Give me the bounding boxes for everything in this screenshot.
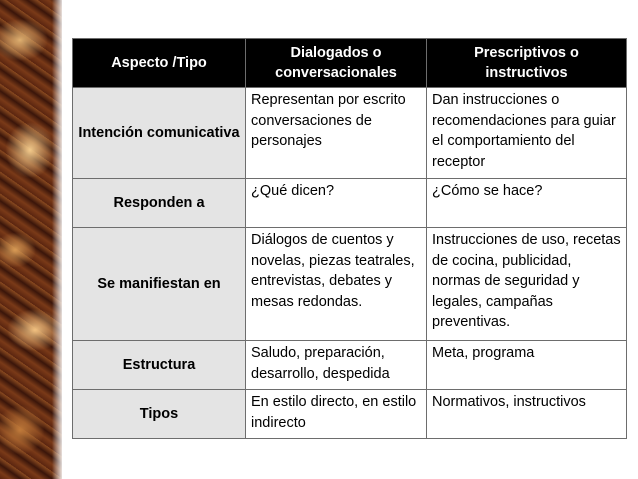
table-row	[73, 179, 627, 228]
header-aspect: Aspecto /Tipo	[73, 39, 246, 88]
prescriptivos-cell: Normativos, instructivos	[427, 390, 627, 439]
header-dialogados: Dialogados o conversacionales	[246, 39, 427, 88]
dialogados-cell: Saludo, preparación, desarrollo, despedida	[246, 341, 427, 390]
row-aspect-label: Tipos	[73, 390, 246, 439]
table-header-row	[73, 39, 627, 88]
row-aspect-label: Estructura	[73, 341, 246, 390]
table-row	[73, 341, 627, 390]
table-row	[73, 88, 627, 179]
dialogados-cell: En estilo directo, en estilo indirecto	[246, 390, 427, 439]
table-row	[73, 390, 627, 439]
table-row	[73, 228, 627, 341]
prescriptivos-cell: Instrucciones de uso, recetas de cocina, publicidad, normas de seguridad y legales, campañas preventivas.	[427, 228, 627, 341]
row-aspect-label: Responden a	[73, 179, 246, 228]
dialogados-cell: Representan por escrito conversaciones de personajes	[246, 88, 427, 179]
row-aspect-label: Se manifiestan en	[73, 228, 246, 341]
decorative-ornament-border	[0, 0, 62, 479]
dialogados-cell: ¿Qué dicen?	[246, 179, 427, 228]
prescriptivos-cell: Meta, programa	[427, 341, 627, 390]
prescriptivos-cell: ¿Cómo se hace?	[427, 179, 627, 228]
header-prescriptivos: Prescriptivos o instructivos	[427, 39, 627, 88]
row-aspect-label: Intención comunicativa	[73, 88, 246, 179]
dialogados-cell: Diálogos de cuentos y novelas, piezas teatrales, entrevistas, debates y mesas redondas.	[246, 228, 427, 341]
prescriptivos-cell: Dan instrucciones o recomendaciones para guiar el comportamiento del receptor	[427, 88, 627, 179]
comparison-table	[72, 38, 627, 439]
